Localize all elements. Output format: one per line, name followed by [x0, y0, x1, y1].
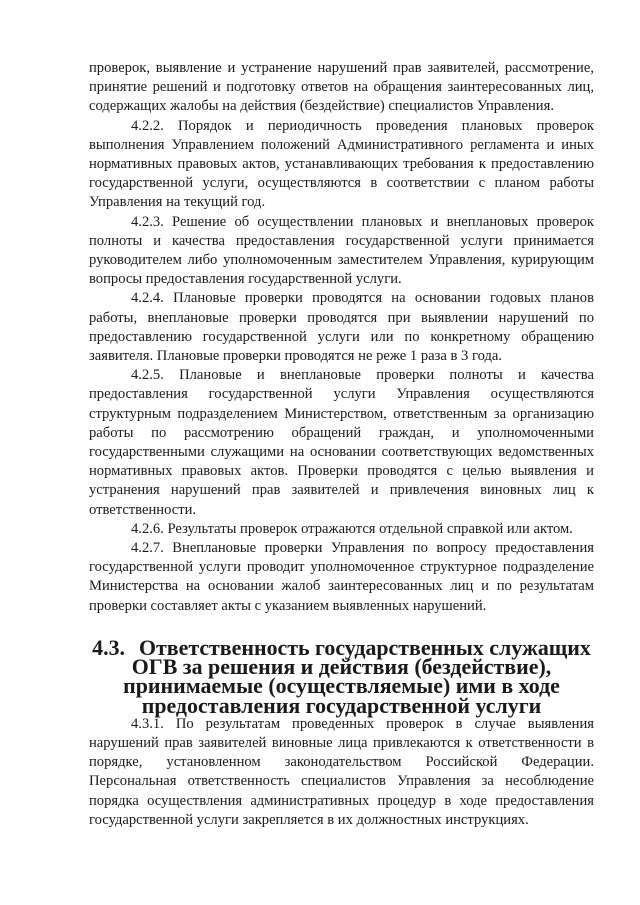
paragraph-4-2-2: 4.2.2. Порядок и периодичность проведения плановых проверок выполнения Управлением положений Административного регламента и иных нормативных правовых актов, устанавливающих требования к предоставлению государственной услуги, осуществляются в соответствии с планом работы Управления на текущий год.	[89, 117, 594, 211]
section-number: 4.3.	[92, 634, 125, 660]
section-title: Ответственность государственных служащих ОГВ за решения и действия (бездействие), принимаемые (осуществляемые) ими в ходе предоставления государственной услуги	[123, 634, 591, 718]
paragraph-continuation: проверок, выявление и устранение нарушений прав заявителей, рассмотрение, принятие решений и подготовку ответов на обращения заинтересованных лиц, содержащих жалобы на действия (бездействие) специалистов Управления.	[89, 60, 594, 115]
paragraph-4-2-5: 4.2.5. Плановые и внеплановые проверки полноты и качества предоставления государственной услуги Управления осуществляются структурным подразделением Министерством, ответственным за организацию работы по рассмотрению обращений граждан, и уполномоченными государственными служащими на основании соответствующих ведомственных нормативных правовых актов. Проверки проводятся с целью выявления и устранения нарушений прав заявителей и привлечения виновных лиц к ответственности.	[89, 367, 594, 518]
section-heading-4-3	[89, 634, 594, 718]
paragraph-4-2-4: 4.2.4. Плановые проверки проводятся на основании годовых планов работы, внеплановые проверки проводятся при выявлении нарушений по предоставлению государственной услуги или по конкретному обращению заявителя. Плановые проверки проводятся не реже 1 раза в 3 года.	[89, 290, 594, 365]
paragraph-4-2-3: 4.2.3. Решение об осуществлении плановых и внеплановых проверок полноты и качества предоставления государственной услуги принимается руководителем либо уполномоченным заместителем Управления, курирующим вопросы предоставления государственной услуги.	[89, 213, 594, 288]
paragraph-4-2-6: 4.2.6. Результаты проверок отражаются отдельной справкой или актом.	[131, 520, 573, 537]
document-page	[89, 59, 594, 830]
paragraph-4-3-1: 4.3.1. По результатам проведенных проверок в случае выявления нарушений прав заявителей виновные лица привлекаются к ответственности в порядке, установленном законодательством Российской Федерации. Персональная ответственность специалистов Управления за несоблюдение порядка осуществления административных процедур в ходе предоставления государственной услуги закрепляется в их должностных инструкциях.	[89, 715, 594, 828]
paragraph-4-2-7: 4.2.7. Внеплановые проверки Управления по вопросу предоставления государственной услуги проводит уполномоченное структурное подразделение Министерства на основании жалоб заинтересованных лиц и по результатам проверки составляет акты с указанием выявленных нарушений.	[89, 540, 594, 614]
